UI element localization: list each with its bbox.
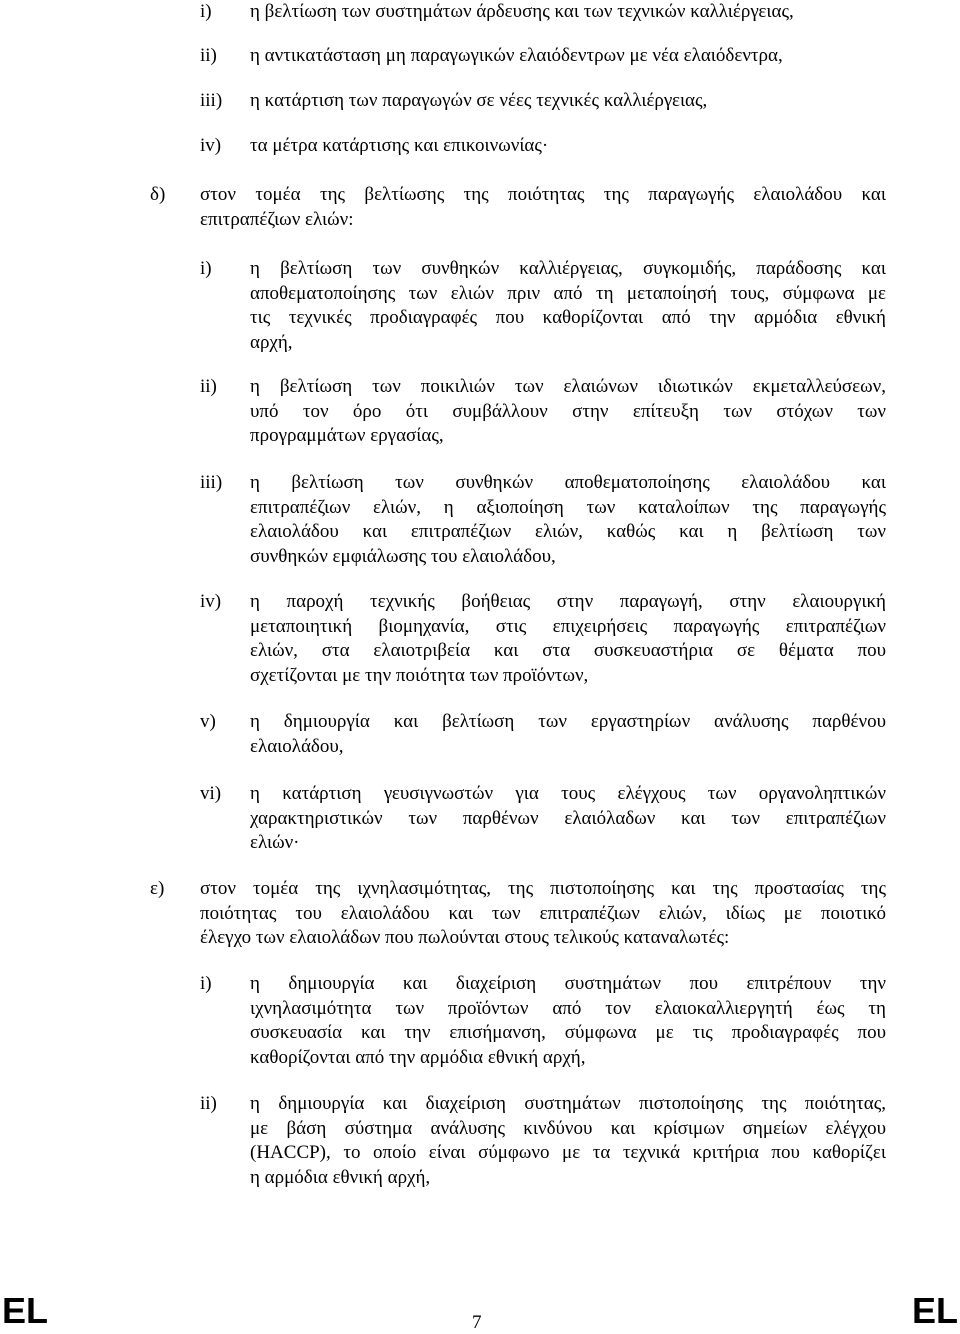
text-line: η δημιουργία και βελτίωση των εργαστηρίων ανάλυσης παρθένου — [250, 711, 886, 732]
list-item-text — [250, 134, 886, 159]
list-marker: i) — [200, 1, 212, 22]
list-marker: ε) — [150, 878, 165, 899]
list-item-text — [250, 1092, 886, 1190]
footer-language-code-left: EL — [2, 1290, 49, 1331]
list-item-text — [200, 183, 886, 232]
text-line: τις τεχνικές προδιαγραφές που καθορίζονται από την αρμόδια εθνική — [250, 307, 886, 328]
text-line: στον τομέα της ιχνηλασιμότητας, της πιστοποίησης και της προστασίας της — [200, 878, 886, 899]
list-marker: δ) — [150, 184, 166, 205]
list-item-text — [250, 375, 886, 449]
list-item-text — [250, 590, 886, 688]
footer-language-code-right: EL — [911, 1290, 958, 1331]
text-line: σχετίζονται με την ποιότητα των προϊόντων, — [250, 664, 589, 686]
text-line: η κατάρτιση γευσιγνωστών για τους ελέγχους των οργανοληπτικών — [250, 783, 886, 804]
text-line: ποιότητας του ελαιολάδου και των επιτραπέζιων ελιών, ιδίως με ποιοτικό — [200, 902, 886, 924]
text-line: αρχή, — [250, 331, 293, 353]
list-item-text — [250, 782, 886, 856]
text-line: ιχνηλασιμότητα των προϊόντων από τον ελαιοκαλλιεργητή έως τη — [250, 997, 886, 1019]
text-line: η βελτίωση των συνθηκών αποθεματοποίησης ελαιολάδου και — [250, 472, 886, 493]
list-marker: ii) — [200, 1093, 217, 1114]
text-line: ελιών, στα ελαιοτριβεία και στα συσκευαστήρια σε θέματα που — [250, 640, 886, 661]
text-line: στον τομέα της βελτίωσης της ποιότητας της παραγωγής ελαιολάδου και — [200, 184, 886, 205]
text-line: υπό τον όρο ότι συμβάλλουν στην επίτευξη των στόχων των — [250, 400, 886, 422]
list-item-text — [250, 44, 886, 69]
text-line: η κατάρτιση των παραγωγών σε νέες τεχνικές καλλιέργειας, — [250, 90, 708, 111]
text-line: (HACCP), το οποίο είναι σύμφωνο με τα τεχνικά κριτήρια που καθορίζει — [250, 1142, 886, 1163]
text-line: η αντικατάσταση μη παραγωγικών ελαιόδεντρων με νέα ελαιόδεντρα, — [250, 45, 783, 66]
text-line: με βάση σύστημα ανάλυσης κινδύνου και κρίσιμων σημείων ελέγχου — [250, 1117, 886, 1139]
list-marker: i) — [200, 973, 212, 994]
list-marker: iv) — [200, 591, 222, 612]
list-item-text — [250, 257, 886, 355]
text-line: η παροχή τεχνικής βοήθειας στην παραγωγή, στην ελαιουργική — [250, 591, 886, 612]
page-number: 7 — [472, 1312, 482, 1333]
list-marker: ii) — [200, 376, 217, 397]
list-item-text — [250, 972, 886, 1070]
text-line: η βελτίωση των ποικιλιών των ελαιώνων ιδιωτικών εκμεταλλεύσεων, — [250, 376, 886, 397]
list-item-text — [250, 710, 886, 759]
text-line: η βελτίωση των συστημάτων άρδευσης και των τεχνικών καλλιέργειας, — [250, 1, 794, 22]
list-marker: ii) — [200, 45, 217, 66]
text-line: μεταποιητική βιομηχανία, στις επιχειρήσεις παραγωγής επιτραπέζιων — [250, 615, 886, 637]
text-line: ελιών· — [250, 832, 300, 853]
text-line: προγραμμάτων εργασίας, — [250, 425, 444, 446]
text-line: ελαιολάδου, — [250, 735, 344, 757]
list-item-text — [250, 471, 886, 569]
list-marker: v) — [200, 711, 216, 732]
list-marker: iv) — [200, 135, 222, 156]
list-marker: iii) — [200, 90, 223, 111]
list-marker: i) — [200, 258, 212, 279]
text-line: η βελτίωση των συνθηκών καλλιέργειας, συγκομιδής, παράδοσης και — [250, 258, 886, 279]
list-item-text — [200, 877, 886, 951]
list-marker: vi) — [200, 783, 222, 804]
text-line: συσκευασία και την επισήμανση, σύμφωνα με τις προδιαγραφές που — [250, 1022, 886, 1043]
text-line: επιτραπέζιων ελιών, η αξιοποίηση των καταλοίπων της παραγωγής — [250, 496, 886, 518]
text-line: συνθηκών εμφιάλωσης του ελαιολάδου, — [250, 545, 556, 567]
text-line: χαρακτηριστικών των παρθένων ελαιόλαδων και των επιτραπέζιων — [250, 807, 886, 829]
text-line: η δημιουργία και διαχείριση συστημάτων που επιτρέπουν την — [250, 973, 886, 994]
text-line: επιτραπέζιων ελιών: — [200, 208, 354, 230]
text-line: καθορίζονται από την αρμόδια εθνική αρχή, — [250, 1046, 586, 1068]
list-marker: iii) — [200, 472, 223, 493]
list-item-text — [250, 0, 886, 25]
text-line: η αρμόδια εθνική αρχή, — [250, 1166, 431, 1188]
text-line: αποθεματοποίησης των ελιών πριν από τη μεταποίησή τους, σύμφωνα με — [250, 282, 886, 304]
text-line: τα μέτρα κατάρτισης και επικοινωνίας· — [250, 135, 549, 156]
text-line: η δημιουργία και διαχείριση συστημάτων πιστοποίησης της ποιότητας, — [250, 1093, 886, 1114]
list-item-text — [250, 89, 886, 114]
text-line: ελαιολάδου και επιτραπέζιων ελιών, καθώς και η βελτίωση των — [250, 521, 886, 542]
text-line: έλεγχο των ελαιολάδων που πωλούνται στους τελικούς καταναλωτές: — [200, 927, 730, 948]
